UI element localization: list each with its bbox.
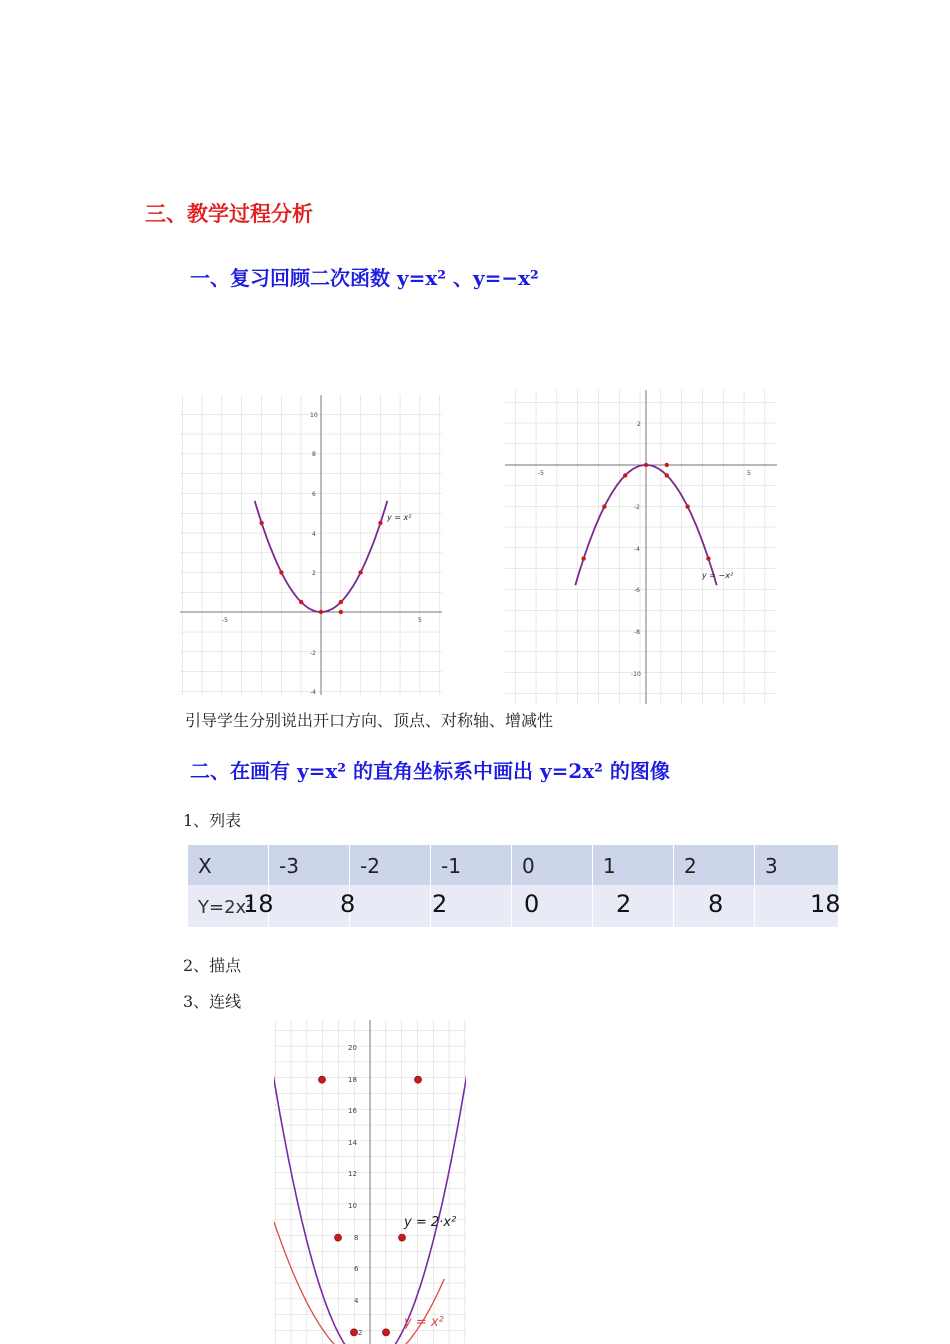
table-value: 8	[708, 890, 724, 918]
review-heading: 一、复习回顾二次函数 y=x² 、y=−x²	[190, 266, 539, 290]
step-connect-lines: 3、连线	[183, 992, 242, 1011]
data-point	[259, 521, 263, 525]
graph1-label: y = x²	[387, 513, 412, 522]
draw-heading: 二、在画有 y=x² 的直角坐标系中画出 y=2x² 的图像	[190, 759, 670, 783]
graph1-tick-y: 2	[312, 570, 316, 577]
graph2-tick-y: -8	[634, 629, 640, 636]
graph-y-2x-squared	[274, 1020, 466, 1344]
table-cell: -2	[360, 854, 380, 878]
table-row	[188, 845, 838, 885]
table-cell: -3	[279, 854, 299, 878]
data-point	[685, 504, 689, 508]
graph2-tick-y: -6	[634, 587, 640, 594]
graph3-label-b: y = x²	[404, 1315, 444, 1330]
table-cell: 0	[522, 854, 535, 878]
data-point	[350, 1329, 357, 1336]
table-value: 2	[432, 890, 448, 918]
data-point	[581, 556, 585, 560]
graph3-tick-y: 16	[348, 1107, 357, 1115]
data-point	[623, 473, 627, 477]
graph1-tick-y: 8	[312, 451, 316, 458]
step-list-table: 1、列表	[183, 811, 242, 830]
table-value: 0	[524, 890, 540, 918]
graph2-tick-x: -5	[538, 470, 544, 477]
table-value: 2	[616, 890, 632, 918]
graph2-tick-y: 2	[637, 421, 641, 428]
data-point	[644, 463, 648, 467]
section-title: 三、教学过程分析	[145, 201, 313, 226]
table-values	[188, 885, 841, 927]
step-plot-points: 2、描点	[183, 956, 242, 975]
data-point	[378, 521, 382, 525]
graph3-tick-y: 10	[348, 1202, 357, 1210]
graph1-tick-y: 10	[310, 412, 318, 419]
data-point	[602, 504, 606, 508]
guide-text: 引导学生分别说出开口方向、顶点、对称轴、增减性	[185, 711, 554, 730]
graph3-tick-y: 18	[348, 1076, 357, 1084]
graph1-tick-x: -5	[222, 617, 228, 624]
data-point	[665, 463, 669, 467]
data-point	[398, 1234, 405, 1241]
table-cell: 3	[765, 854, 778, 878]
graph1-tick-x: 5	[418, 617, 422, 624]
graph2-tick-x: 5	[747, 470, 751, 477]
data-point	[299, 600, 303, 604]
graph3-label-a: y = 2·x²	[404, 1215, 457, 1230]
graph1-tick-y: 6	[312, 491, 316, 498]
data-point	[358, 570, 362, 574]
table-cell: 2	[684, 854, 697, 878]
graph1-tick-y: -2	[310, 650, 316, 657]
data-point	[319, 610, 323, 614]
data-point	[339, 610, 343, 614]
graph2-tick-y: -2	[634, 504, 640, 511]
data-point	[318, 1076, 325, 1083]
graph2-tick-y: -4	[634, 546, 640, 553]
graph3-tick-y: 12	[348, 1170, 357, 1178]
table-value: 18	[243, 890, 274, 918]
data-point	[665, 473, 669, 477]
graph-y-x-squared	[180, 395, 442, 695]
data-point	[339, 600, 343, 604]
table-cell: -1	[441, 854, 461, 878]
graph2-tick-y: -10	[631, 671, 641, 678]
table-value: 8	[340, 890, 356, 918]
data-point	[414, 1076, 421, 1083]
value-table	[188, 845, 841, 927]
graph3-tick-y: 20	[348, 1044, 357, 1052]
table-cell: 1	[603, 854, 616, 878]
graph3-tick-y: 4	[354, 1297, 359, 1305]
data-point	[706, 556, 710, 560]
graph2-label: y = −x²	[702, 571, 734, 580]
graph3-tick-y: 8	[354, 1234, 359, 1242]
graph3-tick-y: 14	[348, 1139, 357, 1147]
table-value: 18	[810, 890, 841, 918]
graph1-tick-y: 4	[312, 531, 316, 538]
table-cell: X	[198, 854, 212, 878]
graph1-tick-y: -4	[310, 689, 316, 695]
data-point	[279, 570, 283, 574]
graph3-tick-y: 2	[358, 1329, 363, 1337]
data-point	[382, 1329, 389, 1336]
graph-y-neg-x-squared	[505, 390, 777, 704]
table-row-label: Y=2x²	[198, 897, 254, 918]
data-point	[334, 1234, 341, 1241]
graph3-tick-y: 6	[354, 1265, 359, 1273]
